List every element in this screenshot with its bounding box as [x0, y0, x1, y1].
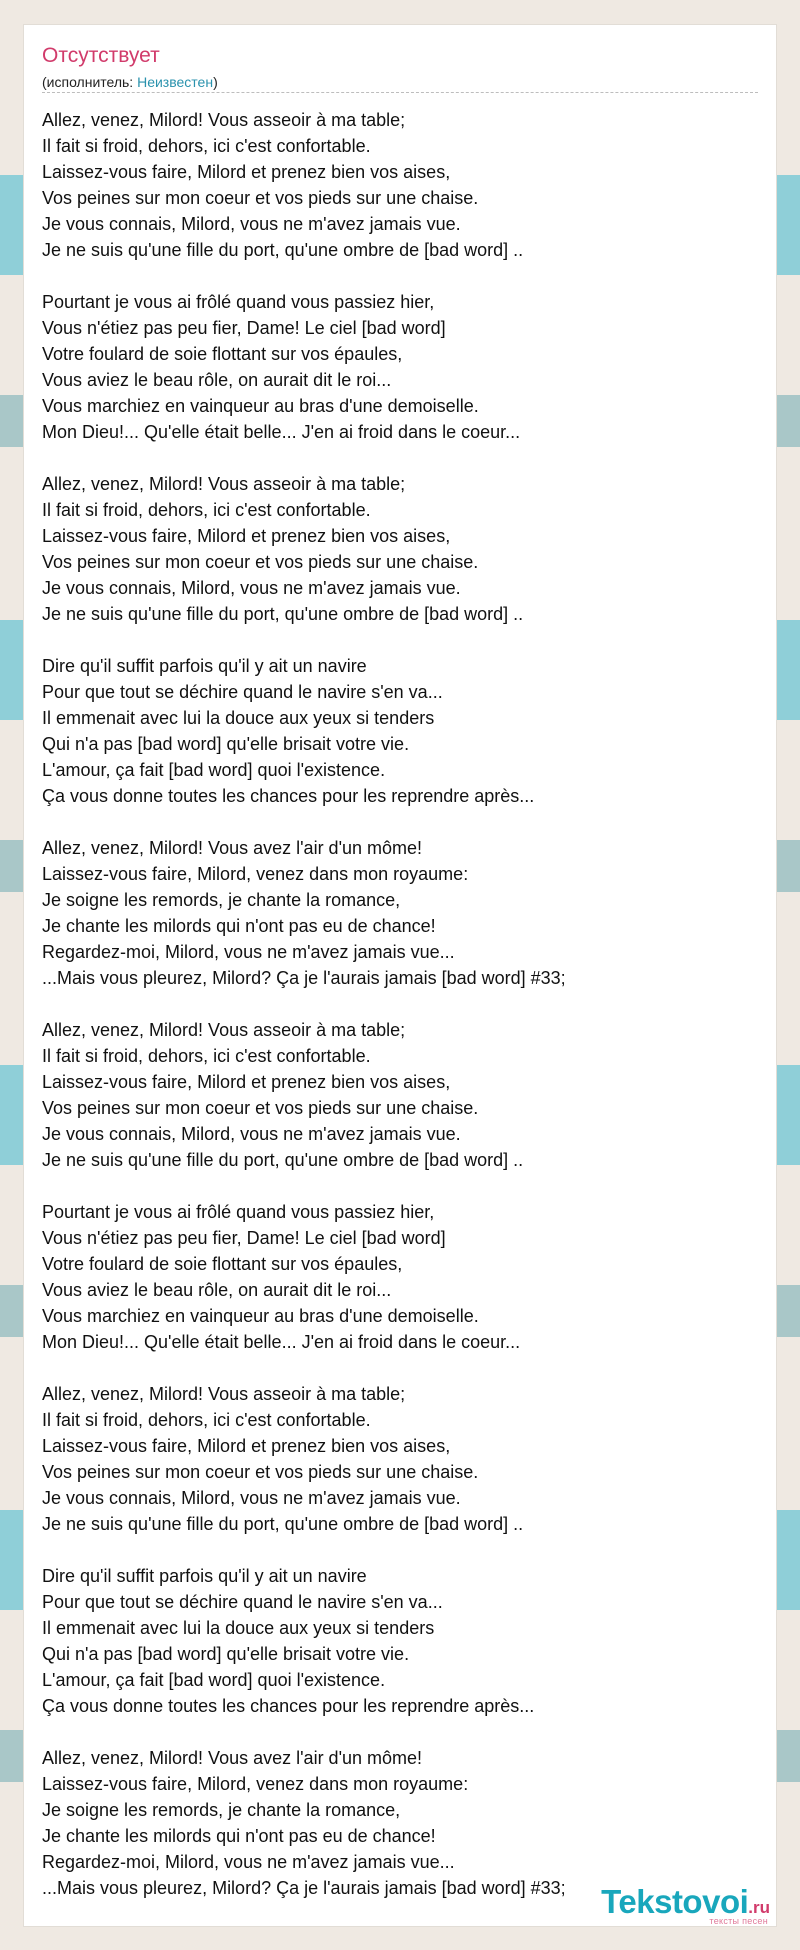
lyrics-line: ...Mais vous pleurez, Milord? Ça je l'aurais jamais [bad word] #33;	[42, 968, 566, 988]
lyrics-line: Vos peines sur mon coeur et vos pieds sur une chaise.	[42, 552, 479, 572]
lyrics-line: Il emmenait avec lui la douce aux yeux si tenders	[42, 1618, 435, 1638]
lyrics-line: Vous n'étiez pas peu fier, Dame! Le ciel [bad word]	[42, 318, 446, 338]
lyrics-line: Je vous connais, Milord, vous ne m'avez jamais vue.	[42, 578, 461, 598]
artist-line	[42, 75, 218, 89]
lyrics-line: Je vous connais, Milord, vous ne m'avez jamais vue.	[42, 1124, 461, 1144]
lyrics-line: Vous n'étiez pas peu fier, Dame! Le ciel [bad word]	[42, 1228, 446, 1248]
lyrics-line: Il fait si froid, dehors, ici c'est confortable.	[42, 136, 371, 156]
lyrics-text	[42, 107, 762, 1927]
lyrics-stanza	[42, 1381, 762, 1537]
lyrics-stanza	[42, 107, 762, 263]
lyrics-line: Votre foulard de soie flottant sur vos épaules,	[42, 1254, 403, 1274]
lyrics-line: Laissez-vous faire, Milord, venez dans mon royaume:	[42, 1774, 469, 1794]
lyrics-line: Vous aviez le beau rôle, on aurait dit le roi...	[42, 370, 392, 390]
lyrics-line: L'amour, ça fait [bad word] quoi l'existence.	[42, 760, 386, 780]
lyrics-line: L'amour, ça fait [bad word] quoi l'existence.	[42, 1670, 386, 1690]
lyrics-line: Il fait si froid, dehors, ici c'est confortable.	[42, 500, 371, 520]
lyrics-line: Je ne suis qu'une fille du port, qu'une ombre de [bad word] ..	[42, 1514, 524, 1534]
lyrics-line: Je chante les milords qui n'ont pas eu de chance!	[42, 1826, 436, 1846]
lyrics-line: Dire qu'il suffit parfois qu'il y ait un navire	[42, 1566, 367, 1586]
logo-tld: .ru	[748, 1898, 770, 1917]
lyrics-line: Laissez-vous faire, Milord, venez dans mon royaume:	[42, 864, 469, 884]
lyrics-line: ...Mais vous pleurez, Milord? Ça je l'aurais jamais [bad word] #33;	[42, 1878, 566, 1898]
lyrics-stanza	[42, 1563, 762, 1719]
lyrics-line: Regardez-moi, Milord, vous ne m'avez jamais vue...	[42, 1852, 455, 1872]
lyrics-line: Dire qu'il suffit parfois qu'il y ait un navire	[42, 656, 367, 676]
lyrics-line: Allez, venez, Milord! Vous asseoir à ma table;	[42, 110, 406, 130]
site-logo	[601, 1885, 770, 1926]
lyrics-line: Laissez-vous faire, Milord et prenez bien vos aises,	[42, 162, 451, 182]
lyrics-stanza	[42, 1017, 762, 1173]
lyrics-line: Je ne suis qu'une fille du port, qu'une ombre de [bad word] ..	[42, 240, 524, 260]
header-divider	[42, 92, 758, 93]
lyrics-line: Il emmenait avec lui la douce aux yeux si tenders	[42, 708, 435, 728]
lyrics-line: Mon Dieu!... Qu'elle était belle... J'en ai froid dans le coeur...	[42, 1332, 521, 1352]
song-title: Отсутствует	[42, 44, 160, 67]
lyrics-line: Pour que tout se déchire quand le navire s'en va...	[42, 682, 443, 702]
lyrics-stanza	[42, 653, 762, 809]
lyrics-line: Laissez-vous faire, Milord et prenez bien vos aises,	[42, 1072, 451, 1092]
lyrics-line: Pour que tout se déchire quand le navire s'en va...	[42, 1592, 443, 1612]
lyrics-line: Vos peines sur mon coeur et vos pieds sur une chaise.	[42, 1462, 479, 1482]
artist-suffix: )	[213, 74, 218, 90]
lyrics-line: Il fait si froid, dehors, ici c'est confortable.	[42, 1046, 371, 1066]
lyrics-line: Allez, venez, Milord! Vous asseoir à ma table;	[42, 1384, 406, 1404]
lyrics-line: Allez, venez, Milord! Vous avez l'air d'un môme!	[42, 1748, 423, 1768]
lyrics-line: Vos peines sur mon coeur et vos pieds sur une chaise.	[42, 1098, 479, 1118]
lyrics-stanza	[42, 289, 762, 445]
lyrics-line: Mon Dieu!... Qu'elle était belle... J'en ai froid dans le coeur...	[42, 422, 521, 442]
lyrics-line: Je vous connais, Milord, vous ne m'avez jamais vue.	[42, 214, 461, 234]
lyrics-card	[23, 24, 777, 1927]
lyrics-stanza	[42, 471, 762, 627]
lyrics-line: Ça vous donne toutes les chances pour les reprendre après...	[42, 786, 535, 806]
lyrics-line: Regardez-moi, Milord, vous ne m'avez jamais vue...	[42, 942, 455, 962]
lyrics-line: Je chante les milords qui n'ont pas eu de chance!	[42, 916, 436, 936]
lyrics-line: Allez, venez, Milord! Vous asseoir à ma table;	[42, 1020, 406, 1040]
lyrics-line: Je ne suis qu'une fille du port, qu'une ombre de [bad word] ..	[42, 1150, 524, 1170]
lyrics-stanza	[42, 1199, 762, 1355]
lyrics-line: Qui n'a pas [bad word] qu'elle brisait votre vie.	[42, 1644, 410, 1664]
lyrics-line: Je soigne les remords, je chante la romance,	[42, 890, 401, 910]
lyrics-stanza	[42, 1745, 762, 1901]
lyrics-line: Vos peines sur mon coeur et vos pieds sur une chaise.	[42, 188, 479, 208]
lyrics-line: Laissez-vous faire, Milord et prenez bien vos aises,	[42, 526, 451, 546]
lyrics-line: Je vous connais, Milord, vous ne m'avez jamais vue.	[42, 1488, 461, 1508]
lyrics-line: Qui n'a pas [bad word] qu'elle brisait votre vie.	[42, 734, 410, 754]
lyrics-line: Je soigne les remords, je chante la romance,	[42, 1800, 401, 1820]
lyrics-line: Je ne suis qu'une fille du port, qu'une ombre de [bad word] ..	[42, 604, 524, 624]
artist-prefix: (исполнитель:	[42, 74, 138, 90]
lyrics-line: Vous aviez le beau rôle, on aurait dit le roi...	[42, 1280, 392, 1300]
lyrics-line: Pourtant je vous ai frôlé quand vous passiez hier,	[42, 292, 435, 312]
lyrics-line: Allez, venez, Milord! Vous asseoir à ma table;	[42, 474, 406, 494]
lyrics-line: Ça vous donne toutes les chances pour les reprendre après...	[42, 1696, 535, 1716]
lyrics-line: Il fait si froid, dehors, ici c'est confortable.	[42, 1410, 371, 1430]
lyrics-line: Vous marchiez en vainqueur au bras d'une demoiselle.	[42, 396, 479, 416]
logo-name: Tekstovoi	[601, 1883, 749, 1920]
lyrics-line: Allez, venez, Milord! Vous avez l'air d'un môme!	[42, 838, 423, 858]
lyrics-line: Pourtant je vous ai frôlé quand vous passiez hier,	[42, 1202, 435, 1222]
logo-tagline: тексты песен	[709, 1916, 768, 1926]
lyrics-line: Vous marchiez en vainqueur au bras d'une demoiselle.	[42, 1306, 479, 1326]
lyrics-stanza	[42, 835, 762, 991]
artist-link[interactable]: Неизвестен	[137, 74, 214, 90]
lyrics-line: Laissez-vous faire, Milord et prenez bien vos aises,	[42, 1436, 451, 1456]
lyrics-line: Votre foulard de soie flottant sur vos épaules,	[42, 344, 403, 364]
